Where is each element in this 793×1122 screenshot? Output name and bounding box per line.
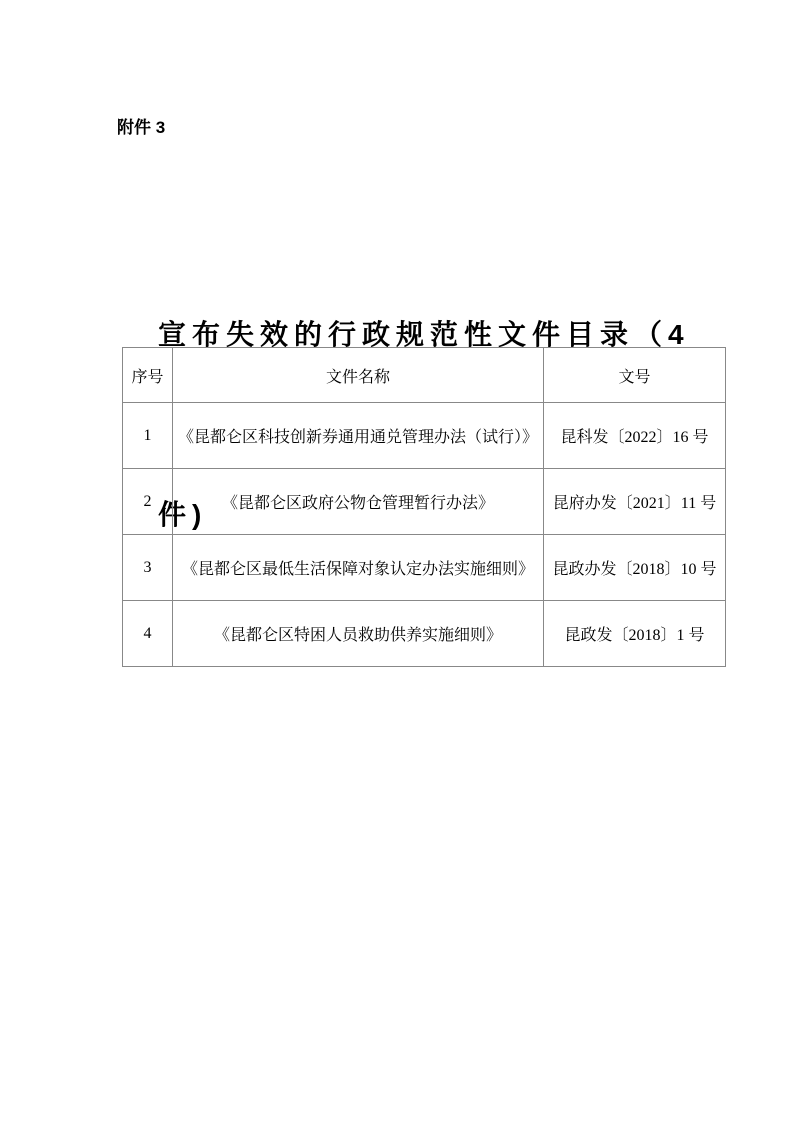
cell-name: 《昆都仑区政府公物仓管理暂行办法》 (173, 469, 544, 535)
cell-index: 1 (123, 403, 173, 469)
table-row (123, 403, 726, 469)
table-row (123, 469, 726, 535)
cell-docno: 昆府办发〔2021〕11 号 (544, 469, 726, 535)
cell-index: 2 (123, 469, 173, 535)
cell-index: 4 (123, 601, 173, 667)
cell-docno: 昆政办发〔2018〕10 号 (544, 535, 726, 601)
header-cell-index: 序号 (123, 348, 173, 403)
document-title-line-2: 件) (158, 499, 208, 530)
cell-name: 《昆都仑区最低生活保障对象认定办法实施细则》 (173, 535, 544, 601)
attachment-label: 附件 3 (117, 118, 166, 137)
header-cell-docno: 文号 (544, 348, 726, 403)
document-title-line-1: 宣布失效的行政规范性文件目录（4 (158, 319, 690, 350)
cell-name: 《昆都仑区特困人员救助供养实施细则》 (173, 601, 544, 667)
table-row (123, 601, 726, 667)
cell-docno: 昆政发〔2018〕1 号 (544, 601, 726, 667)
documents-table (122, 347, 726, 667)
cell-name: 《昆都仑区科技创新券通用通兑管理办法（试行）》 (173, 403, 544, 469)
cell-index: 3 (123, 535, 173, 601)
table-header-row (123, 348, 726, 403)
table-row (123, 535, 726, 601)
cell-docno: 昆科发〔2022〕16 号 (544, 403, 726, 469)
header-cell-name: 文件名称 (173, 348, 544, 403)
